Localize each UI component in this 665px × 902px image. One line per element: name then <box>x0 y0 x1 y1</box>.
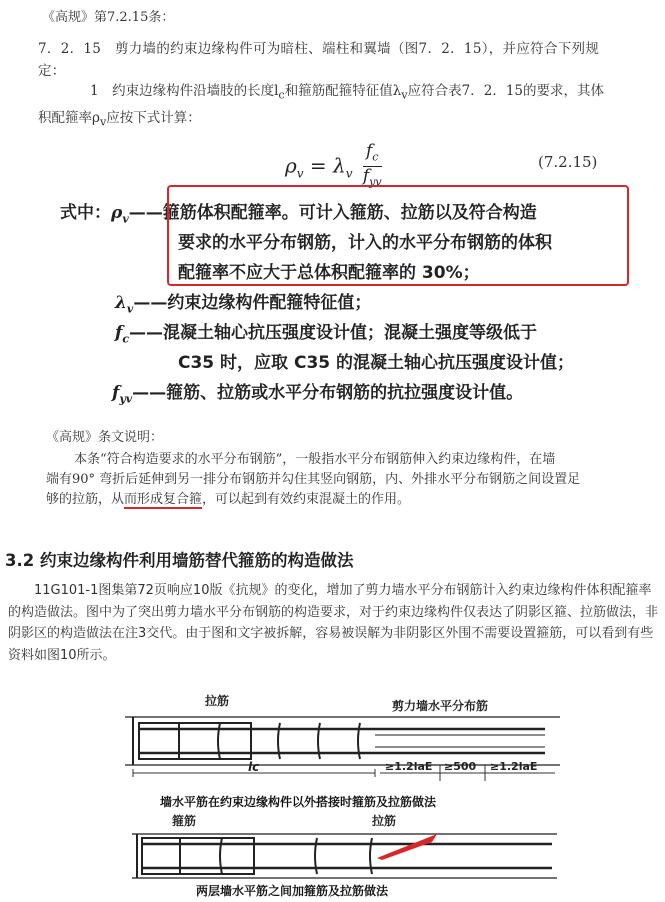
definition-rho: 式中：$\rho_v——$箍筋体积配箍率。可计入箍筋、拉筋以及符合构造 <box>60 203 537 226</box>
highlight-box <box>167 185 629 286</box>
clause-line-2: 定： <box>38 63 66 79</box>
section-heading: 3.2 约束边缘构件利用墙筋替代箍筋的构造做法 <box>5 551 354 570</box>
figure-2-drawing <box>132 822 557 882</box>
figure-1-label-wall-bar: 剪力墙水平分布筋 <box>392 699 489 713</box>
clause-line-1: 7．2．15 剪力墙的约束边缘构件可为暗柱、端柱和翼墙（图7．2．15），并应符合下列规 <box>38 41 600 57</box>
definition-rho-line-2: 要求的水平分布钢筋，计入的水平分布钢筋的体积 <box>178 233 552 253</box>
figure-1-dim-a: ≥1.2laE <box>385 760 433 773</box>
item-1-line-1: 1 约束边缘构件沿墙肢的长度$l_c$和箍筋配箍特征值$\lambda_v$应符合表7．2．15的要求，其体 <box>90 83 605 102</box>
figure-2-label-tie: 拉筋 <box>372 814 397 828</box>
equation-number: (7.2.15) <box>538 153 598 171</box>
definition-lambda: $\lambda_v——$约束边缘构件配箍特征值； <box>115 293 372 316</box>
figure-1-dim-c: ≥1.2laE <box>490 760 538 773</box>
caption-explanation: 《高规》条文说明： <box>46 430 164 445</box>
explanation-line-2: 端有90° 弯折后延伸到另一排分布钢筋并勾住其竖向钢筋，内、外排水平分布钢筋之间设置足 <box>46 472 581 487</box>
figure-1-dim-lc: lc <box>248 760 260 774</box>
caption-gaogui: 《高规》第7.2.15条： <box>42 10 175 25</box>
formula-fraction: $\frac{f_c}{f_{yv}}$ <box>362 141 382 189</box>
body-paragraph: 11G101-1图集第72页响应10版《抗规》的变化，增加了剪力墙水平分布钢筋计入约束边缘构件体积配箍率的构造做法。图中为了突出剪力墙水平分布钢筋的构造要求，对于约束边缘构件仅表达了阴影区箍、拉筋做法，非阴影区的构造做法在注3交代。由于图和文字被拆解，容易被误解为非阴影区外围不需要设置箍筋，可以看到有些资料如图10所示。 <box>8 583 659 663</box>
definition-fc: $f_c——$混凝土轴心抗压强度设计值；混凝土强度等级低于 <box>115 323 538 346</box>
definition-fc-line-2: C35 时，应取 C35 的混凝土轴心抗压强度设计值； <box>178 353 575 373</box>
definition-rho-line-3: 配箍率不应大于总体积配箍率的 30%； <box>178 263 480 283</box>
figure-2-caption: 两层墙水平筋之间加箍筋及拉筋做法 <box>196 884 389 898</box>
formula-7-2-15: $\rho_v = \lambda_v$ $\frac{f_c}{f_{yv}}$ <box>285 142 382 192</box>
item-1-line-2: 积配箍率$\rho_v$应按下式计算： <box>38 109 201 129</box>
figure-2-label-stirrup: 箍筋 <box>172 814 197 828</box>
definition-fyv: $f_{yv}——$箍筋、拉筋或水平分布钢筋的抗拉强度设计值。 <box>112 383 524 406</box>
explanation-line-1: 本条“符合构造要求的水平分布钢筋”，一般指水平分布钢筋伸入约束边缘构件，在墙 <box>74 452 556 467</box>
underlined-phrase: 而形成复合箍 <box>124 492 203 507</box>
explanation-line-3: 够的拉筋，从而形成复合箍，可以起到有效约束混凝土的作用。 <box>46 492 411 507</box>
item-1-text <box>38 80 650 133</box>
figure-1-caption: 墙水平筋在约束边缘构件以外搭接时箍筋及拉筋做法 <box>160 795 437 809</box>
figure-1-dim-b: ≥500 <box>444 760 477 773</box>
explanation-text <box>46 450 656 510</box>
figure-1-label-tie: 拉筋 <box>205 694 230 708</box>
figure-1-drawing <box>125 695 560 790</box>
clause-text <box>38 38 648 82</box>
